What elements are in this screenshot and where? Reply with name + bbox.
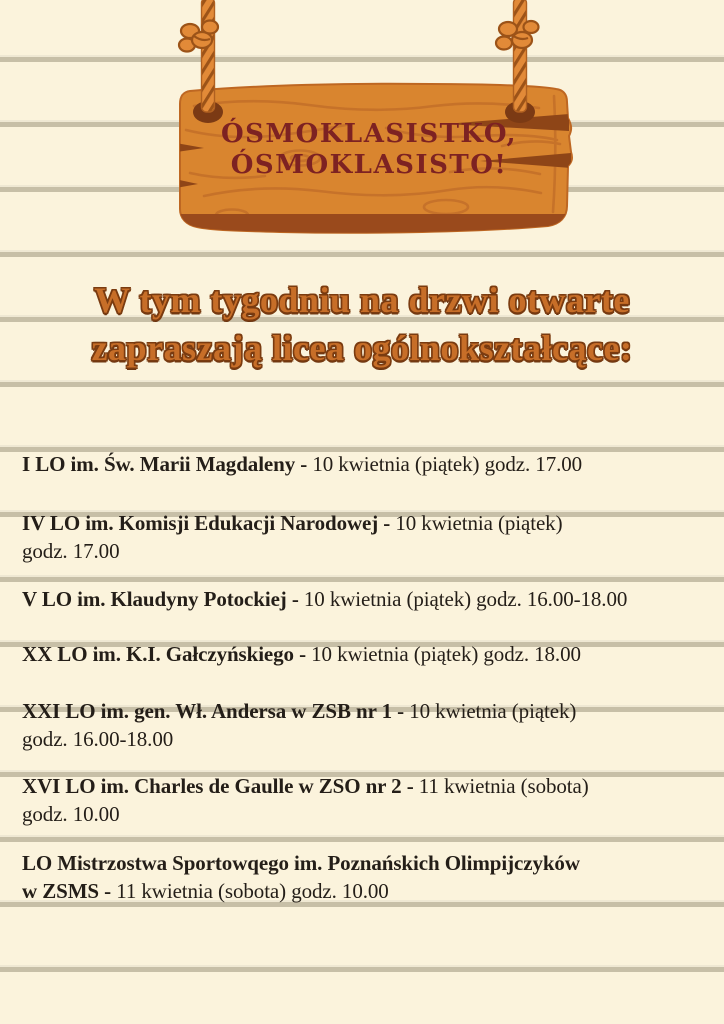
event-item [22, 772, 716, 828]
event-item [22, 585, 716, 613]
event-item [22, 640, 716, 668]
event-details: 10 kwietnia (piątek) [404, 699, 577, 723]
sign-title-line1: ÓSMOKLASISTKO, [220, 119, 518, 149]
heading-line1: W tym tygodniu na drzwi otwarte [94, 280, 630, 320]
school-name: XVI LO im. Charles de Gaulle w ZSO nr 2 - [22, 774, 414, 798]
event-details: godz. 16.00-18.00 [22, 727, 174, 751]
school-name: w ZSMS - [22, 879, 112, 903]
sign-title-line2: ÓSMOKLASISTO! [230, 150, 508, 180]
event-item [22, 697, 716, 753]
poster-heading [0, 276, 724, 372]
school-name: LO Mistrzostwa Sportowqego im. Poznańskich Olimpijczyków [22, 851, 580, 875]
heading-line2: zapraszają licea ogólnokształcące: [91, 328, 633, 368]
event-details: 10 kwietnia (piątek) [390, 511, 563, 535]
school-name: I LO im. Św. Marii Magdaleny - [22, 452, 308, 476]
school-name: XX LO im. K.I. Gałczyńskiego - [22, 642, 306, 666]
event-details: 10 kwietnia (piątek) godz. 17.00 [307, 452, 583, 476]
school-name: XXI LO im. gen. Wł. Andersa w ZSB nr 1 - [22, 699, 405, 723]
event-details: 10 kwietnia (piątek) godz. 16.00-18.00 [298, 587, 628, 611]
event-details: 10 kwietnia (piątek) godz. 18.00 [306, 642, 581, 666]
school-name: V LO im. Klaudyny Potockiej - [22, 587, 299, 611]
event-item [22, 450, 716, 478]
event-item [22, 849, 716, 905]
event-details: 11 kwietnia (sobota) [413, 774, 589, 798]
school-name: IV LO im. Komisji Edukacji Narodowej - [22, 511, 391, 535]
sign-title [170, 119, 568, 181]
event-details: godz. 10.00 [22, 802, 120, 826]
event-item [22, 509, 716, 565]
event-details: 11 kwietnia (sobota) godz. 10.00 [111, 879, 389, 903]
event-details: godz. 17.00 [22, 539, 120, 563]
